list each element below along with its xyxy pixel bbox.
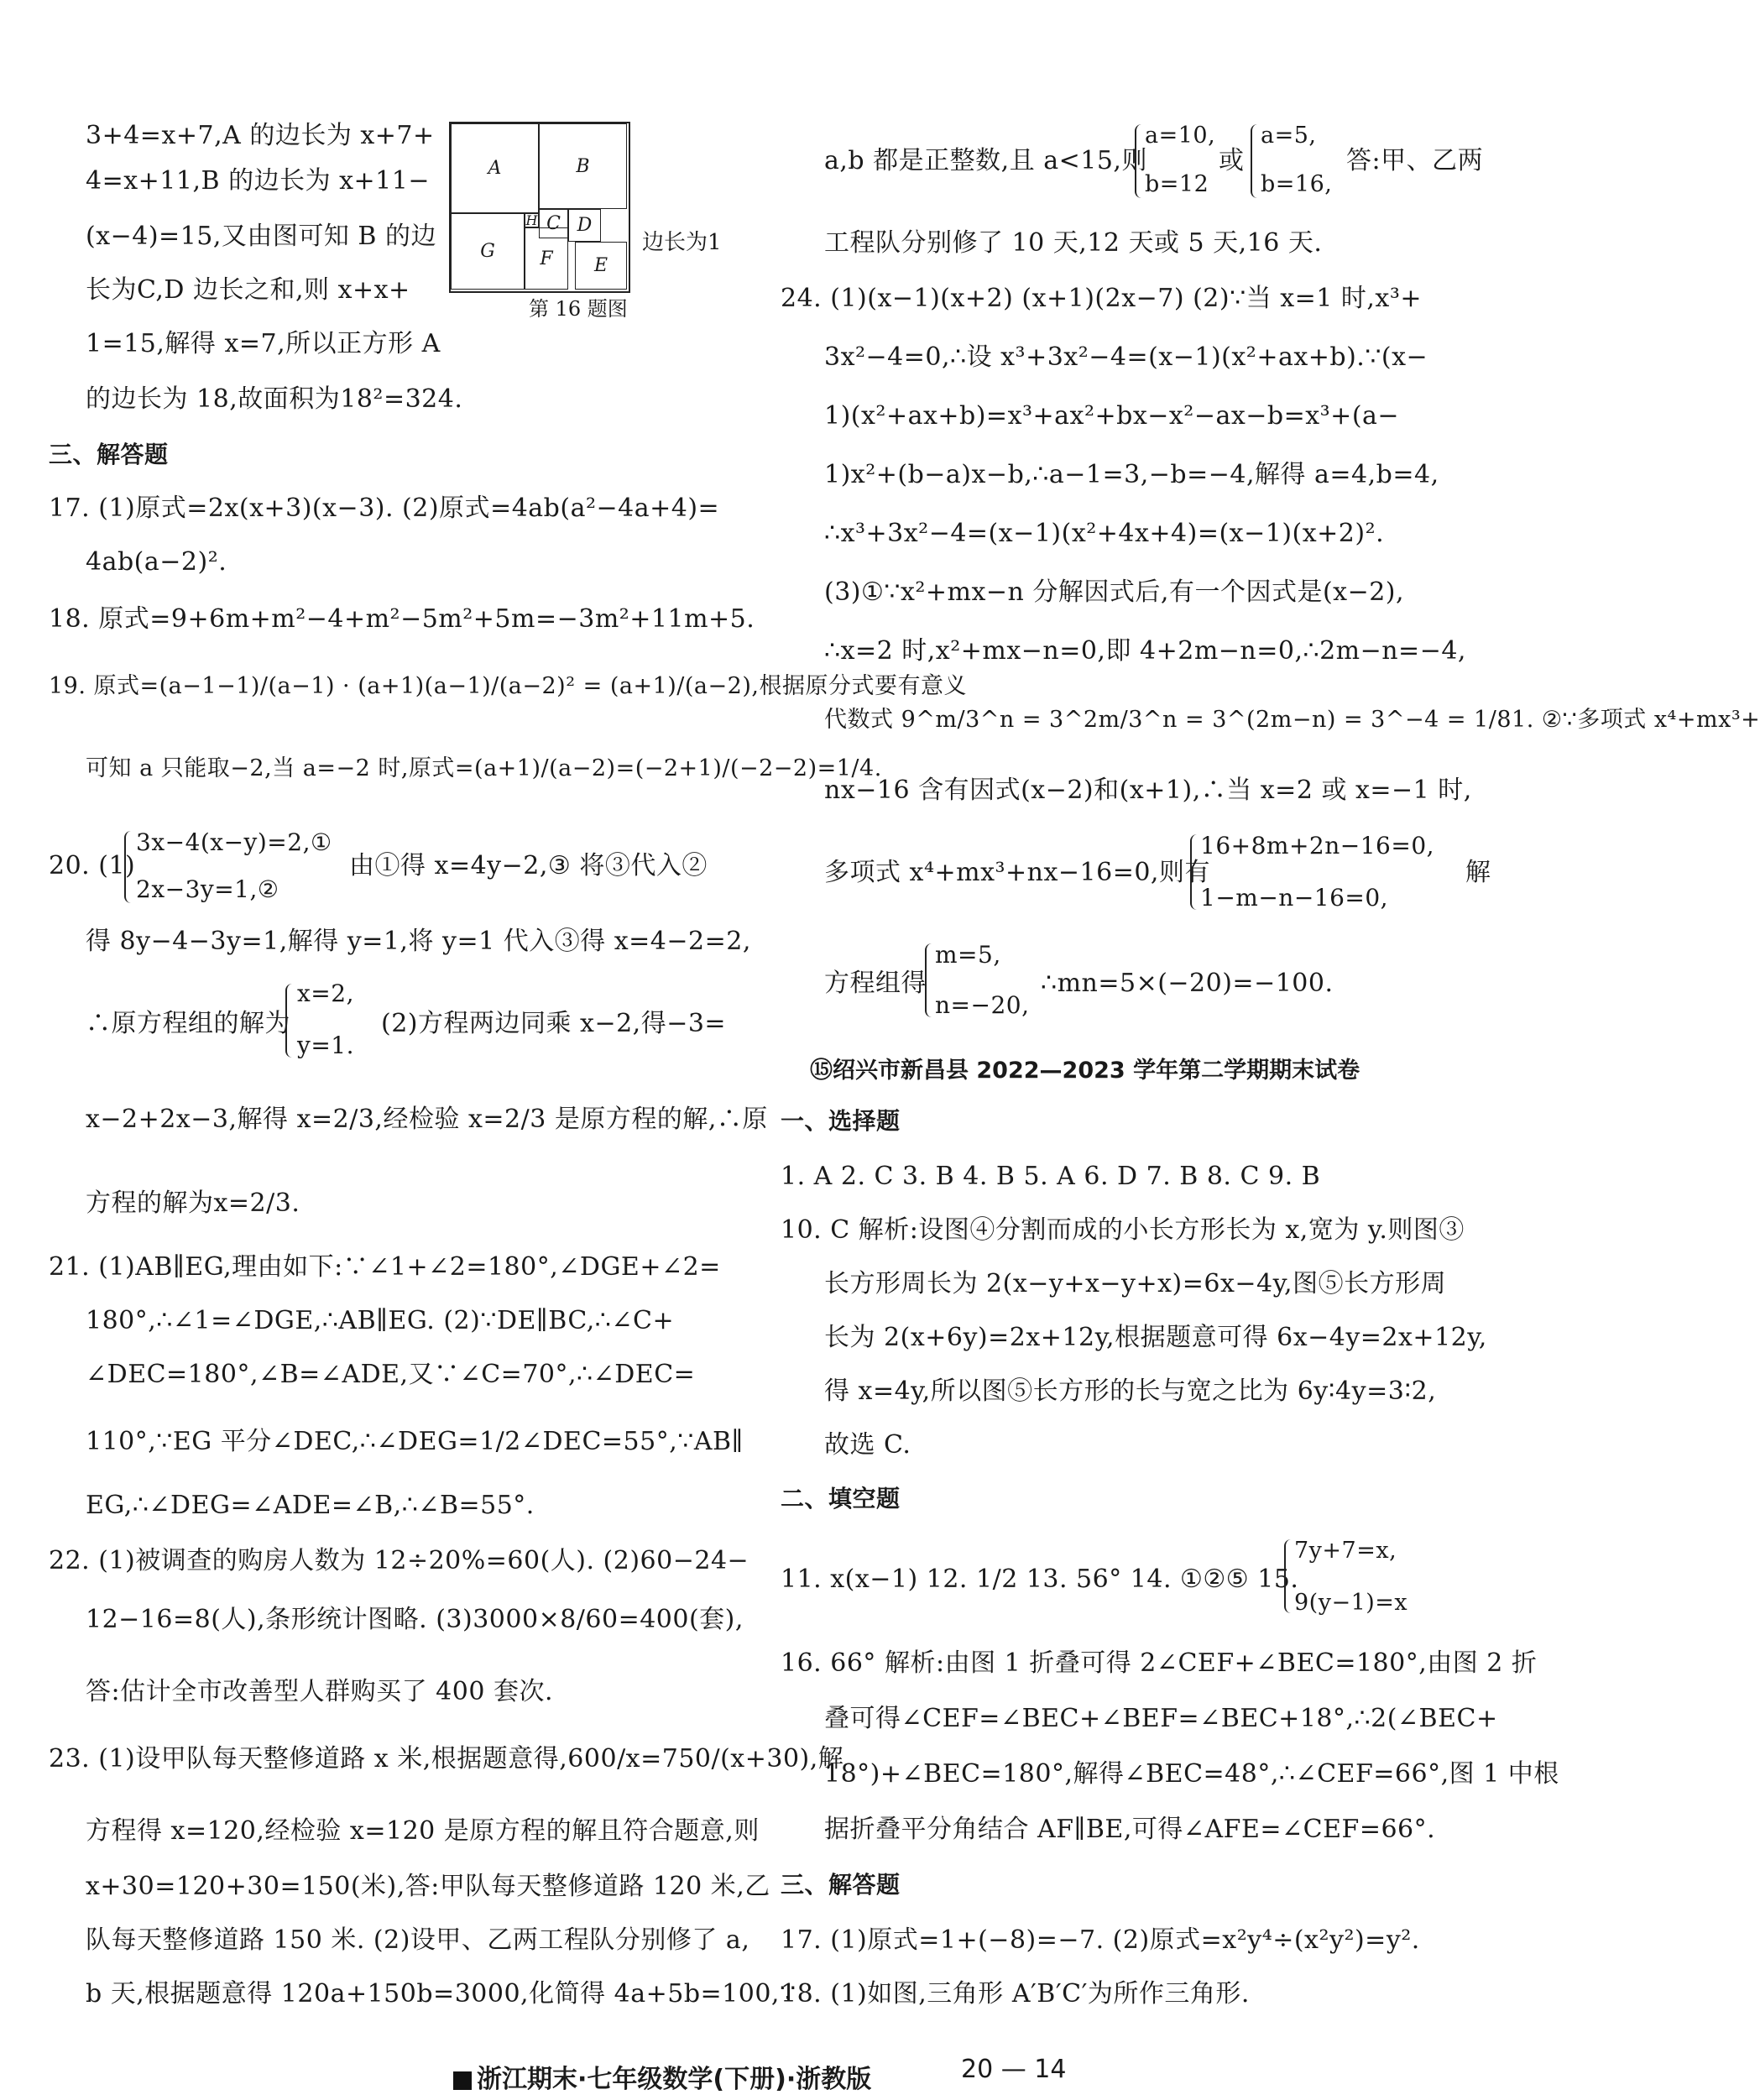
equation-line: 9(y−1)=x bbox=[1294, 1590, 1408, 1616]
text-line: 11. x(x−1) 12. 1/2 13. 56° 14. ①②⑤ 15. bbox=[781, 1565, 1299, 1594]
text-line: (3)①∵x²+mx−n 分解因式后,有一个因式是(x−2), bbox=[824, 577, 1405, 607]
text-line: 12−16=8(人),条形统计图略. (3)3000×8/60=400(套), bbox=[86, 1605, 744, 1634]
square-h bbox=[525, 213, 539, 227]
page-number: 20 — 14 bbox=[961, 2055, 1067, 2084]
square-f bbox=[525, 227, 568, 290]
text-line: 18. 原式=9+6m+m²−4+m²−5m²+5m=−3m²+11m+5. bbox=[49, 604, 755, 634]
square-a bbox=[451, 123, 539, 213]
text-line: 1)x²+(b−a)x−b,∴a−1=3,−b=−4,解得 a=4,b=4, bbox=[824, 460, 1439, 489]
text-line: 17. (1)原式=2x(x+3)(x−3). (2)原式=4ab(a²−4a+4)= bbox=[49, 494, 720, 523]
brace bbox=[1135, 124, 1143, 198]
equation-line: b=16, bbox=[1261, 171, 1333, 197]
brace bbox=[1284, 1539, 1293, 1613]
text-line: ∴mn=5×(−20)=−100. bbox=[1041, 969, 1334, 998]
text-line: 由①得 x=4y−2,③ 将③代入② bbox=[349, 851, 708, 880]
equation-line: 1−m−n−16=0, bbox=[1200, 884, 1389, 912]
text-line: 22. (1)被调查的购房人数为 12÷20%=60(人). (2)60−24− bbox=[49, 1546, 749, 1575]
text-line: 叠可得∠CEF=∠BEC+∠BEF=∠BEC+18°,∴2(∠BEC+ bbox=[824, 1704, 1498, 1733]
text-line: 答:估计全市改善型人群购买了 400 套次. bbox=[86, 1677, 553, 1706]
equation-line: b=12 bbox=[1145, 171, 1209, 197]
label-a: A bbox=[488, 158, 502, 179]
text-line: 3x²−4=0,∴设 x³+3x²−4=(x−1)(x²+ax+b).∵(x− bbox=[824, 342, 1428, 372]
brace bbox=[124, 831, 133, 903]
text-line: 21. (1)AB∥EG,理由如下:∵∠1+∠2=180°,∠DGE+∠2= bbox=[49, 1252, 721, 1282]
text-line: 故选 C. bbox=[824, 1430, 911, 1460]
equation-line: a=5, bbox=[1261, 123, 1317, 149]
text-line: 20. (1) bbox=[49, 851, 136, 880]
text-line: 180°,∴∠1=∠DGE,∴AB∥EG. (2)∵DE∥BC,∴∠C+ bbox=[86, 1306, 675, 1335]
equation-line: 2x−3y=1,② bbox=[136, 875, 279, 903]
text-line: EG,∴∠DEG=∠ADE=∠B,∴∠B=55°. bbox=[86, 1491, 535, 1520]
text-line: 多项式 x⁴+mx³+nx−16=0,则有 bbox=[824, 858, 1210, 887]
equation-line: x=2, bbox=[297, 979, 354, 1007]
side-length-label: 边长为1 bbox=[642, 230, 722, 255]
text-line: 23. (1)设甲队每天整修道路 x 米,根据题意得,600/x=750/(x+30),解 bbox=[49, 1744, 844, 1774]
text-line: 方程组得 bbox=[824, 969, 927, 998]
text-line: 方程得 x=120,经检验 x=120 是原方程的解且符合题意,则 bbox=[86, 1816, 760, 1846]
square-b bbox=[539, 123, 627, 209]
text-line: 3+4=x+7,A 的边长为 x+7+ bbox=[86, 121, 435, 150]
label-b: B bbox=[576, 155, 590, 177]
equation-line: 3x−4(x−y)=2,① bbox=[136, 828, 332, 856]
label-h: H bbox=[525, 212, 538, 228]
text-line: x−2+2x−3,解得 x=2/3,经检验 x=2/3 是原方程的解,∴原 bbox=[86, 1105, 768, 1134]
page-footer bbox=[453, 2058, 871, 2095]
text-line: 长为 2(x+6y)=2x+12y,根据题意可得 6x−4y=2x+12y, bbox=[824, 1323, 1487, 1352]
brace bbox=[925, 943, 933, 1017]
text-line: ∴x³+3x²−4=(x−1)(x²+4x+4)=(x−1)(x+2)². bbox=[824, 519, 1385, 548]
text-line: 长方形周长为 2(x−y+x−y+x)=6x−4y,图⑤长方形周 bbox=[824, 1269, 1447, 1298]
brace bbox=[1251, 124, 1259, 198]
equation-line: 7y+7=x, bbox=[1294, 1538, 1397, 1564]
square-bullet-icon bbox=[453, 2071, 472, 2090]
square-d bbox=[568, 209, 601, 242]
label-d: D bbox=[577, 215, 593, 236]
text-line: 代数式 9^m/3^n = 3^2m/3^n = 3^(2m−n) = 3^−4 = 1/81. ②∵多项式 x⁴+mx³+ bbox=[824, 707, 1760, 733]
text-line: 18. (1)如图,三角形 A′B′C′为所作三角形. bbox=[781, 1979, 1250, 2009]
footer-text: 浙江期末·七年级数学(下册)·浙教版 bbox=[477, 2065, 872, 2094]
section-heading: 三、解答题 bbox=[781, 1871, 901, 1899]
label-e: E bbox=[593, 255, 608, 276]
text-line: nx−16 含有因式(x−2)和(x+1),∴当 x=2 或 x=−1 时, bbox=[824, 776, 1472, 805]
equation-line: n=−20, bbox=[935, 991, 1030, 1019]
brace bbox=[285, 984, 294, 1058]
text-line: (x−4)=15,又由图可知 B 的边 bbox=[86, 222, 437, 251]
equation-line: y=1. bbox=[297, 1032, 354, 1059]
text-line: 110°,∵EG 平分∠DEC,∴∠DEG=1/2∠DEC=55°,∵AB∥ bbox=[86, 1427, 744, 1456]
text-line: 答:甲、乙两 bbox=[1346, 146, 1484, 175]
text-line: b 天,根据题意得 120a+150b=3000,化简得 4a+5b=100,∵ bbox=[86, 1979, 796, 2009]
text-line: 的边长为 18,故面积为18²=324. bbox=[86, 384, 463, 414]
text-line: 4=x+11,B 的边长为 x+11− bbox=[86, 166, 430, 196]
text-line: 据折叠平分角结合 AF∥BE,可得∠AFE=∠CEF=66°. bbox=[824, 1815, 1436, 1844]
text-line: 工程队分别修了 10 天,12 天或 5 天,16 天. bbox=[824, 228, 1323, 258]
equation-line: 16+8m+2n−16=0, bbox=[1200, 832, 1435, 859]
text-line: 可知 a 只能取−2,当 a=−2 时,原式=(a+1)/(a−2)=(−2+1)/(−2−2)=1/4. bbox=[86, 755, 882, 781]
text-line: 16. 66° 解析:由图 1 折叠可得 2∠CEF+∠BEC=180°,由图 2 折 bbox=[781, 1648, 1538, 1678]
text-line: 解 bbox=[1465, 858, 1491, 887]
text-line: ∴x=2 时,x²+mx−n=0,即 4+2m−n=0,∴2m−n=−4, bbox=[824, 636, 1466, 666]
text-line: 10. C 解析:设图④分割而成的小长方形长为 x,宽为 y.则图③ bbox=[781, 1215, 1465, 1245]
equation-line: m=5, bbox=[935, 941, 1001, 969]
text-line: ∴原方程组的解为 bbox=[86, 1009, 290, 1038]
text-line: 得 8y−4−3y=1,解得 y=1,将 y=1 代入③得 x=4−2=2, bbox=[86, 927, 751, 956]
figure-caption: 第 16 题图 bbox=[529, 297, 628, 321]
text-line: 得 x=4y,所以图⑤长方形的长与宽之比为 6y∶4y=3∶2, bbox=[824, 1376, 1437, 1406]
text-line: 19. 原式=(a−1−1)/(a−1) · (a+1)(a−1)/(a−2)² = (a+1)/(a−2),根据原分式要有意义 bbox=[49, 673, 967, 699]
section-heading: 一、选择题 bbox=[781, 1107, 901, 1135]
text-line: 4ab(a−2)². bbox=[86, 547, 227, 577]
text-line: 1=15,解得 x=7,所以正方形 A bbox=[86, 329, 441, 358]
text-line: 18°)+∠BEC=180°,解得∠BEC=48°,∴∠CEF=66°,图 1 中根 bbox=[824, 1759, 1559, 1789]
exam-title: ⑮绍兴市新昌县 2022—2023 学年第二学期期末试卷 bbox=[810, 1058, 1360, 1084]
text-line: 或 bbox=[1219, 146, 1245, 175]
text-line: 17. (1)原式=1+(−8)=−7. (2)原式=x²y⁴÷(x²y²)=y². bbox=[781, 1925, 1420, 1955]
square-g bbox=[451, 213, 525, 290]
text-line: x+30=120+30=150(米),答:甲队每天整修道路 120 米,乙 bbox=[86, 1872, 770, 1901]
label-c: C bbox=[546, 213, 561, 234]
square-e bbox=[575, 242, 627, 290]
text-line: a,b 都是正整数,且 a<15,则 bbox=[824, 146, 1147, 175]
section-heading: 三、解答题 bbox=[49, 441, 169, 468]
equation-line: a=10, bbox=[1145, 123, 1216, 149]
text-line: 方程的解为x=2/3. bbox=[86, 1188, 300, 1218]
brace bbox=[1190, 834, 1199, 910]
label-g: G bbox=[480, 241, 495, 262]
label-f: F bbox=[540, 248, 553, 269]
text-line: 长为C,D 边长之和,则 x+x+ bbox=[86, 275, 410, 305]
multiple-choice-answers: 1. A 2. C 3. B 4. B 5. A 6. D 7. B 8. C 9. B bbox=[781, 1162, 1321, 1191]
section-heading: 二、填空题 bbox=[781, 1485, 901, 1512]
text-line: 24. (1)(x−1)(x+2) (x+1)(2x−7) (2)∵当 x=1 时,x³+ bbox=[781, 284, 1423, 313]
text-line: (2)方程两边同乘 x−2,得−3= bbox=[381, 1009, 727, 1038]
text-line: ∠DEC=180°,∠B=∠ADE,又∵∠C=70°,∴∠DEC= bbox=[86, 1360, 696, 1389]
text-line: 队每天整修道路 150 米. (2)设甲、乙两工程队分别修了 a, bbox=[86, 1925, 750, 1955]
figure-16-squares bbox=[449, 122, 630, 293]
text-line: 1)(x²+ax+b)=x³+ax²+bx−x²−ax−b=x³+(a− bbox=[824, 401, 1400, 431]
